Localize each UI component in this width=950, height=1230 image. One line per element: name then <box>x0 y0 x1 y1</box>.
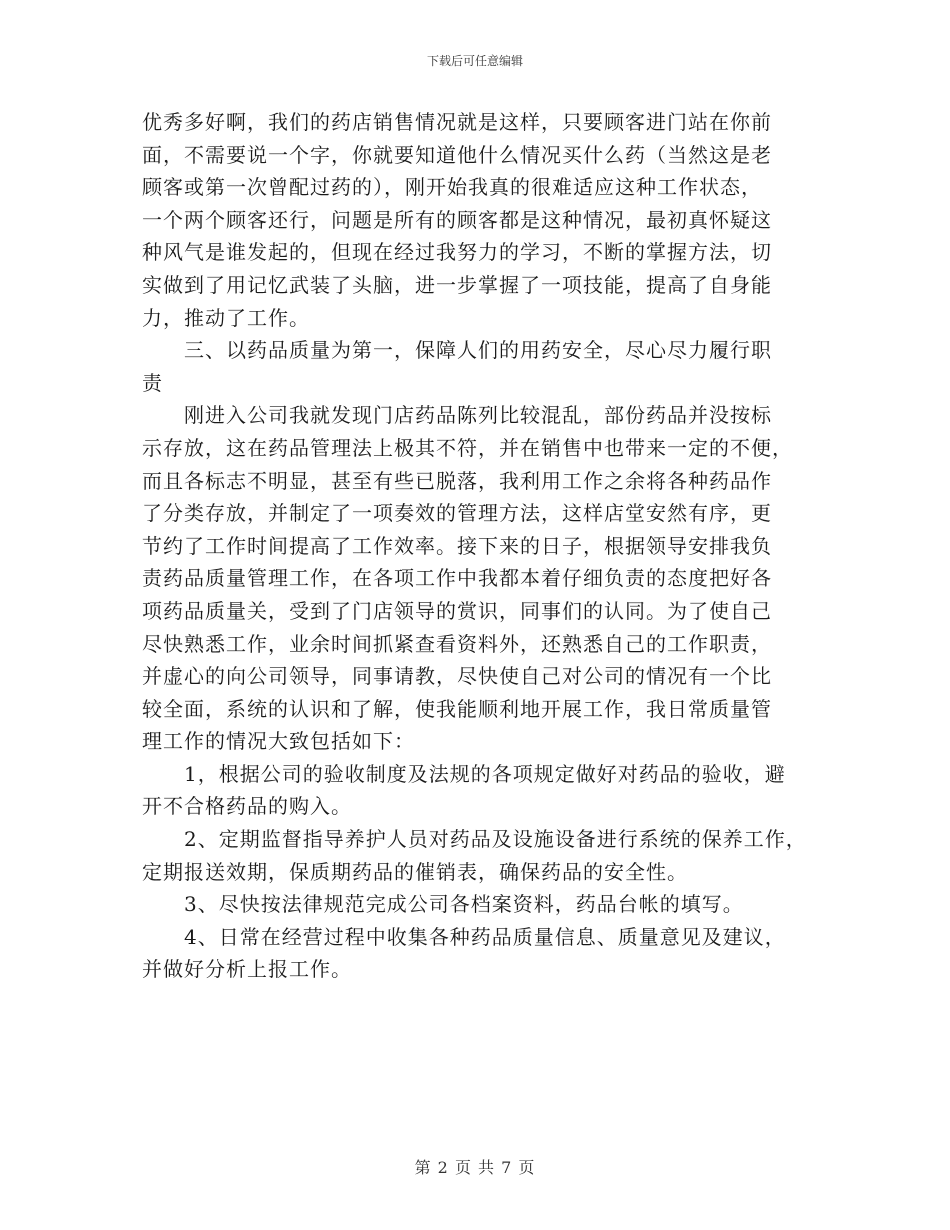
text-line: 顾客或第一次曾配过药的），刚开始我真的很难适应这种工作状态， <box>142 175 762 200</box>
document-body <box>142 106 814 986</box>
text-line: 项药品质量关，受到了门店领导的赏识，同事们的认同。为了使自己 <box>142 598 772 623</box>
text-line: 责 <box>142 370 163 395</box>
page-header: 下载后可任意编辑 <box>426 54 523 68</box>
text-line: 力，推动了工作。 <box>142 305 310 330</box>
text-line: 一个两个顾客还行，问题是所有的顾客都是这种情况，最初真怀疑这 <box>142 207 772 232</box>
text-line: 刚进入公司我就发现门店药品陈列比较混乱，部份药品并没按标 <box>184 403 772 428</box>
text-line: 3、尽快按法律规范完成公司各档案资料，药品台帐的填写。 <box>184 892 744 917</box>
text-line: 而且各标志不明显，甚至有些已脱落，我利用工作之余将各种药品作 <box>142 468 772 493</box>
text-line: 2、定期监督指导养护人员对药品及设施设备进行系统的保养工作， <box>184 827 807 852</box>
text-line: 4、日常在经营过程中收集各种药品质量信息、质量意见及建议， <box>184 924 786 949</box>
page-number-footer: 第 2 页 共 7 页 <box>414 1158 536 1177</box>
text-line: 并虚心的向公司领导，同事请教，尽快使自己对公司的情况有一个比 <box>142 664 772 689</box>
text-line: 尽快熟悉工作，业余时间抓紧查看资料外，还熟悉自己的工作职责， <box>142 631 772 656</box>
text-line: 开不合格药品的购入。 <box>142 794 352 819</box>
text-line: 定期报送效期，保质期药品的催销表，确保药品的安全性。 <box>142 859 688 884</box>
text-line: 1，根据公司的验收制度及法规的各项规定做好对药品的验收，避 <box>184 761 786 786</box>
text-line: 优秀多好啊，我们的药店销售情况就是这样，只要顾客进门站在你前 <box>142 110 772 134</box>
text-line: 并做好分析上报工作。 <box>142 957 352 982</box>
text-line: 面，不需要说一个字，你就要知道他什么情况买什么药（当然这是老 <box>142 142 772 167</box>
text-line: 节约了工作时间提高了工作效率。接下来的日子，根据领导安排我负 <box>142 533 772 558</box>
text-line: 较全面，系统的认识和了解，使我能顺利地开展工作，我日常质量管 <box>142 696 772 721</box>
text-line: 了分类存放，并制定了一项奏效的管理方法，这样店堂安然有序，更 <box>142 501 772 526</box>
text-line: 实做到了用记忆武装了头脑，进一步掌握了一项技能，提高了自身能 <box>142 272 772 297</box>
text-line: 示存放，这在药品管理法上极其不符，并在销售中也带来一定的不便， <box>142 435 793 460</box>
text-line: 理工作的情况大致包括如下： <box>142 729 415 754</box>
text-line: 三、以药品质量为第一，保障人们的用药安全，尽心尽力履行职 <box>184 338 772 363</box>
text-line: 责药品质量管理工作，在各项工作中我都本着仔细负责的态度把好各 <box>142 566 772 591</box>
text-line: 种风气是谁发起的，但现在经过我努力的学习，不断的掌握方法，切 <box>142 240 772 265</box>
